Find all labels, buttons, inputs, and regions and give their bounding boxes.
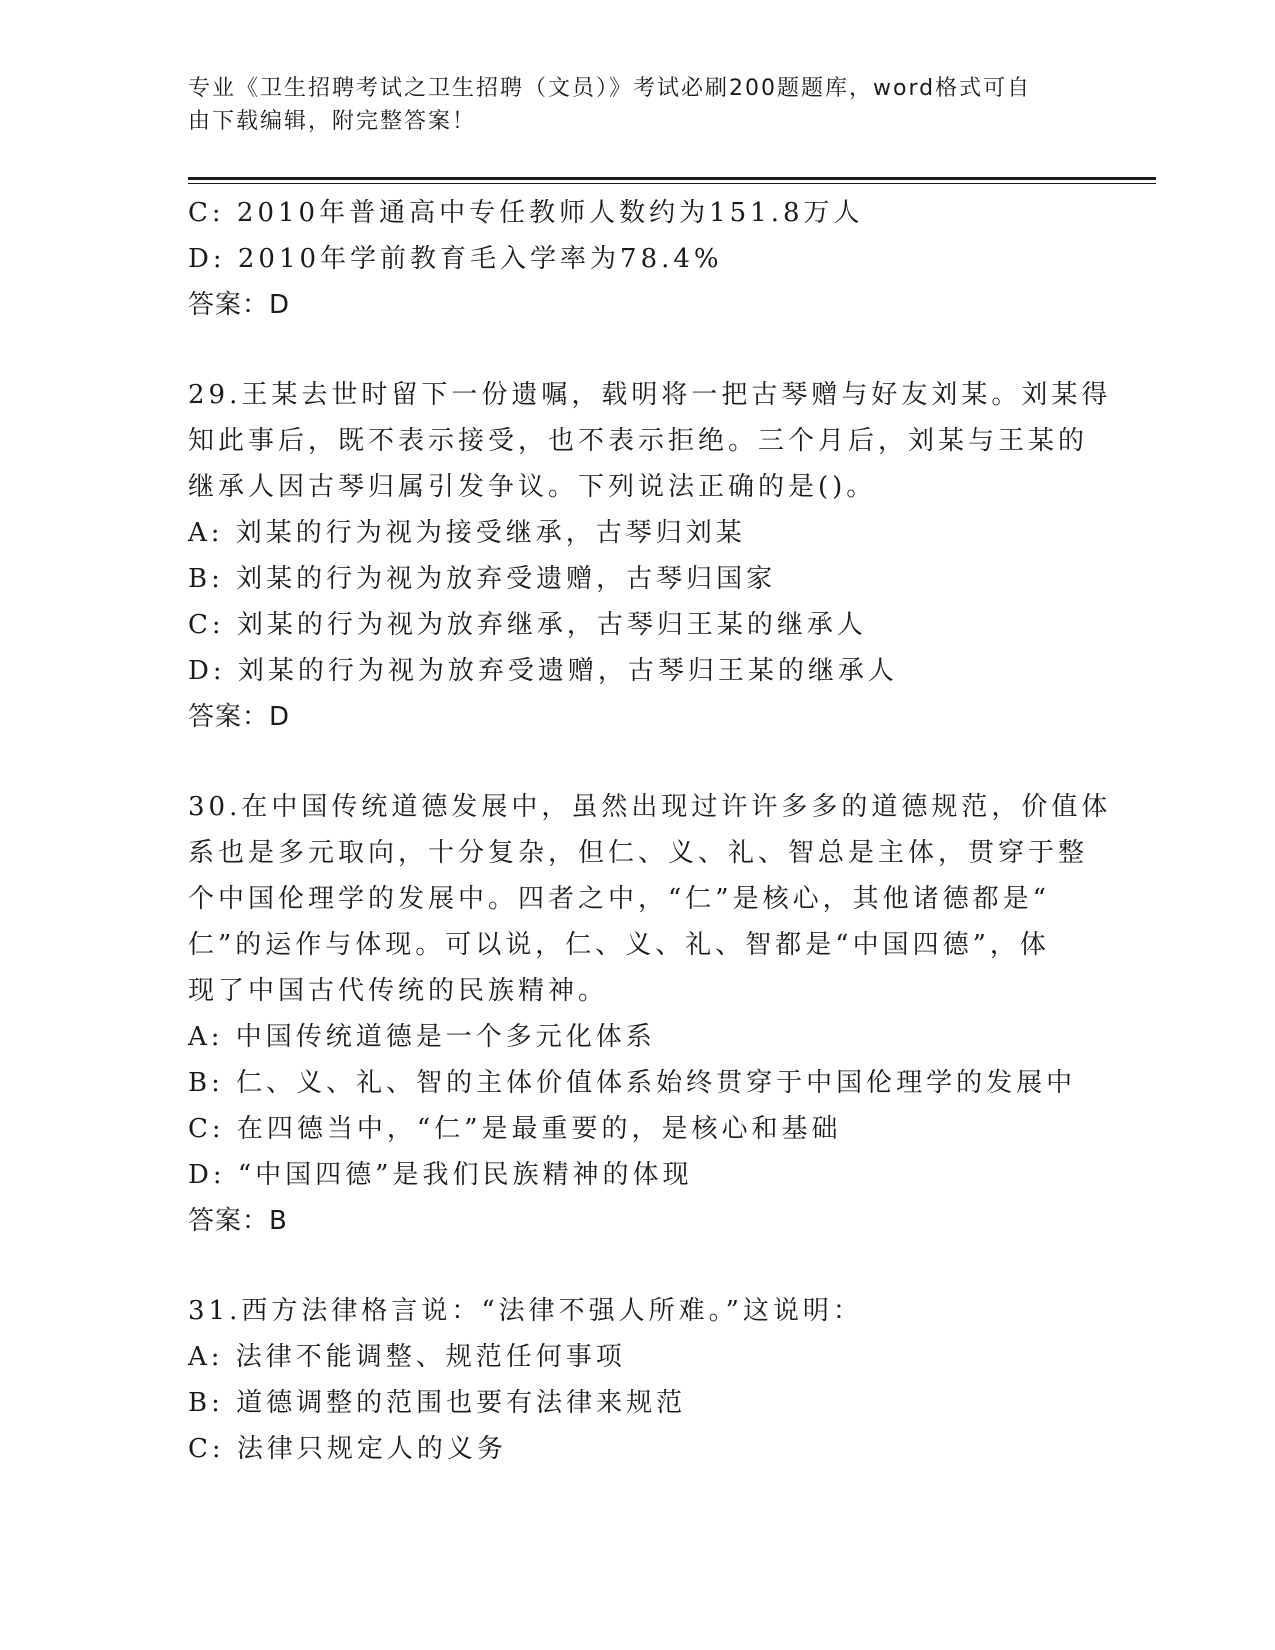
option-c: C: 法律只规定人的义务 xyxy=(188,1434,507,1464)
header-line-1: 专业《卫生招聘考试之卫生招聘（文员）》考试必刷200题题库，word格式可自 xyxy=(188,76,1032,101)
option-b: B: 道德调整的范围也要有法律来规范 xyxy=(188,1388,687,1418)
answer: 答案：D xyxy=(188,290,291,320)
option-a: A: 刘某的行为视为接受继承，古琴归刘某 xyxy=(188,518,746,548)
answer: 答案：B xyxy=(188,1206,288,1236)
option-b: B: 刘某的行为视为放弃受遗赠，古琴归国家 xyxy=(188,564,777,594)
question-30 xyxy=(188,784,1112,1244)
option-b: B: 仁、义、礼、智的主体价值体系始终贯穿于中国伦理学的发展中 xyxy=(188,1068,1077,1098)
question-text-line: 30.在中国传统道德发展中，虽然出现过许许多多的道德规范，价值体 xyxy=(188,792,1112,822)
header-rule-thick xyxy=(188,177,1156,180)
option-c: C: 2010年普通高中专任教师人数约为151.8万人 xyxy=(188,198,864,228)
question-29 xyxy=(188,372,1112,740)
option-d: D: 刘某的行为视为放弃受遗赠，古琴归王某的继承人 xyxy=(188,656,898,686)
option-d: D: 2010年学前教育毛入学率为78.4% xyxy=(188,244,723,274)
question-text-line: 29.王某去世时留下一份遗嘱，载明将一把古琴赠与好友刘某。刘某得 xyxy=(188,380,1112,410)
option-c: C: 在四德当中，“仁”是最重要的，是核心和基础 xyxy=(188,1114,842,1144)
previous-question xyxy=(188,190,1088,328)
question-text-line: 31.西方法律格言说：“法律不强人所难。”这说明： xyxy=(188,1296,863,1326)
document-header xyxy=(188,72,1088,138)
question-text-line: 现了中国古代传统的民族精神。 xyxy=(188,976,609,1006)
header-line-2: 由下载编辑，附完整答案！ xyxy=(188,109,477,134)
header-rule-thin xyxy=(188,183,1156,184)
question-text-line: 系也是多元取向，十分复杂，但仁、义、礼、智总是主体，贯穿于整 xyxy=(188,838,1089,868)
option-a: A: 中国传统道德是一个多元化体系 xyxy=(188,1022,656,1052)
option-c: C: 刘某的行为视为放弃继承，古琴归王某的继承人 xyxy=(188,610,867,640)
document-body xyxy=(188,190,1112,1472)
option-a: A: 法律不能调整、规范任何事项 xyxy=(188,1342,626,1372)
question-text-line: 个中国伦理学的发展中。四者之中，“仁”是核心，其他诸德都是“ xyxy=(188,884,1050,914)
question-text-line: 继承人因古琴归属引发争议。下列说法正确的是()。 xyxy=(188,472,877,502)
answer: 答案：D xyxy=(188,702,291,732)
spacer xyxy=(188,740,1088,784)
question-31 xyxy=(188,1288,1088,1472)
option-d: D: “中国四德”是我们民族精神的体现 xyxy=(188,1160,693,1190)
spacer xyxy=(188,328,1088,372)
question-text-line: 知此事后，既不表示接受，也不表示拒绝。三个月后，刘某与王某的 xyxy=(188,426,1089,456)
question-text-line: 仁”的运作与体现。可以说，仁、义、礼、智都是“中国四德”，体 xyxy=(188,930,1050,960)
spacer xyxy=(188,1244,1088,1288)
